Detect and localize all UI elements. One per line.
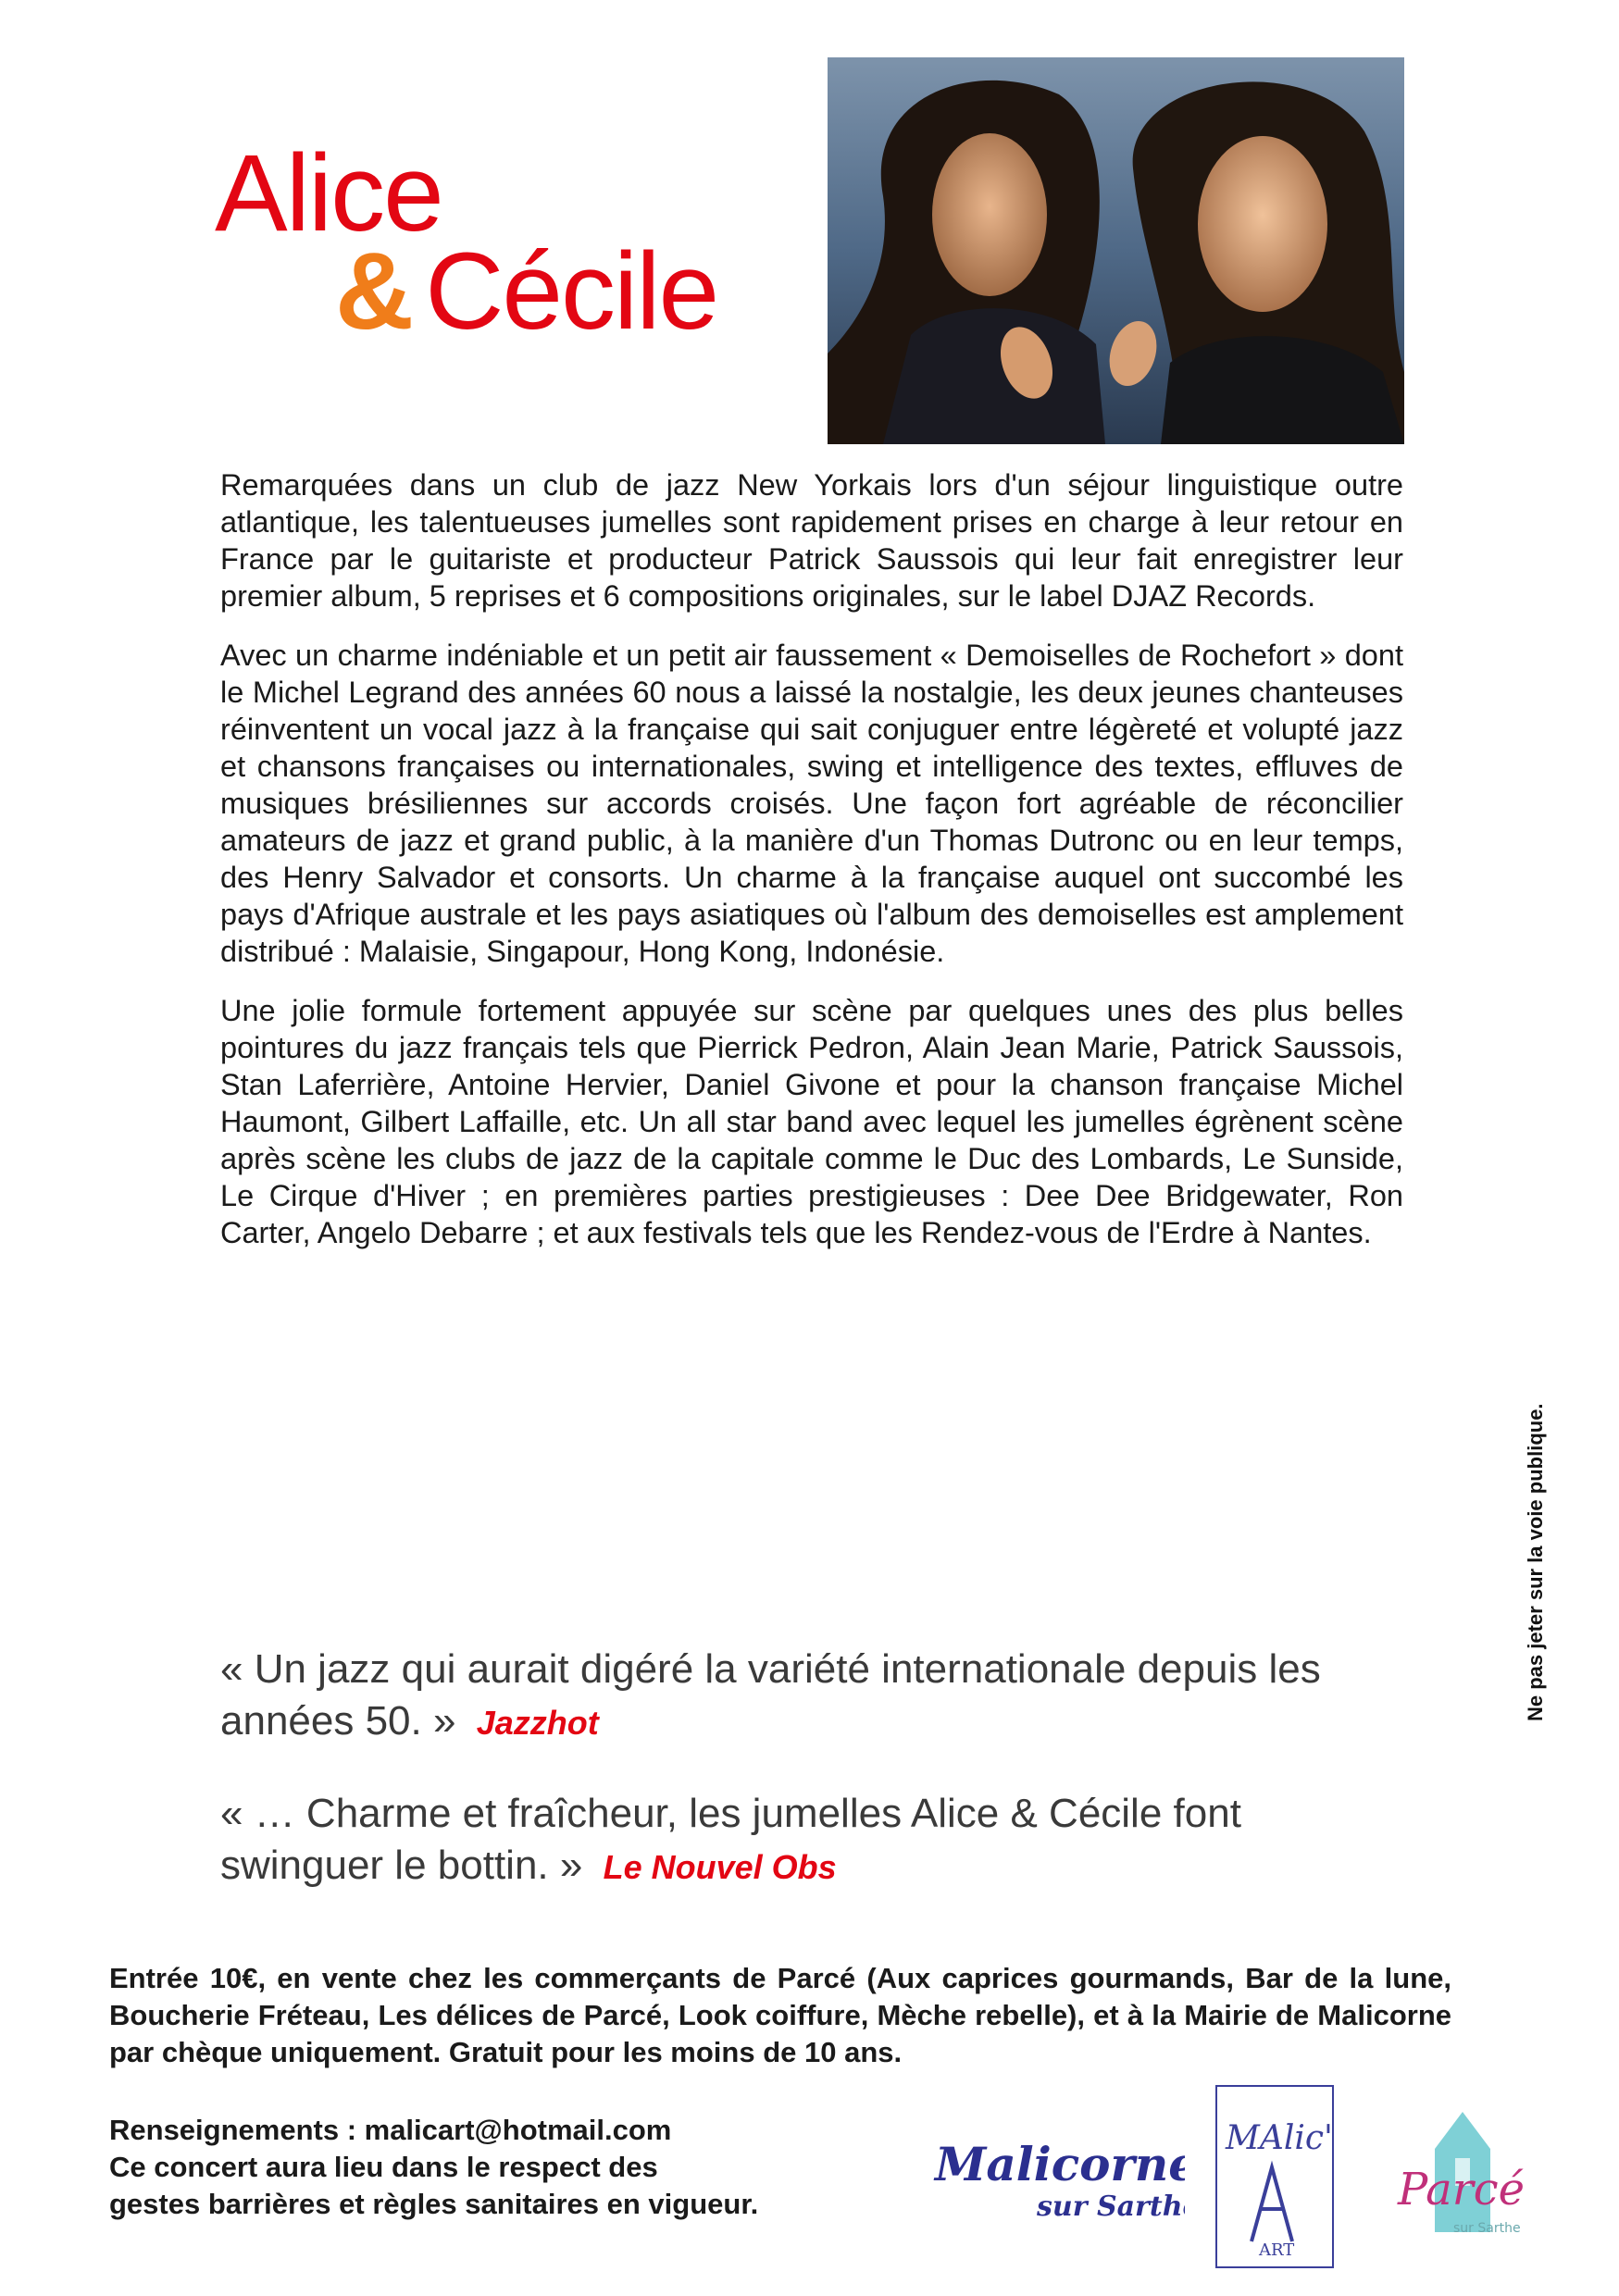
malicorne-logo [926,2116,1185,2227]
contact-info [109,2112,905,2223]
malic-logo-name: MAlic' [1226,2119,1333,2157]
side-note [1514,1333,1551,1721]
title-cecile: Cécile [425,230,718,353]
contact-line-2: Ce concert aura lieu dans le respect des [109,2151,658,2183]
parce-logo-sub: sur Sarthe [1453,2221,1521,2236]
malicorne-logo-name: Malicorne [935,2137,1185,2191]
title-ampersand: & [335,230,413,353]
quote-text: « … Charme et fraîcheur, les jumelles Alice & Cécile font swinguer le bottin. » [220,1791,1241,1888]
quote-text: « Un jazz qui aurait digéré la variété internationale depuis les années 50. » [220,1646,1321,1744]
paragraph-1: Remarquées dans un club de jazz New Yorkais lors d'un séjour linguistique outre atlantique, les talentueuses jumelles sont rapidement prises en charge à leur retour en France par le guitariste et producteur Patrick Saussois qui leur fait enregistrer leur premier album, 5 reprises et 6 compositions originales, sur le label DJAZ Records. [220,468,1403,613]
concert-title [215,132,718,353]
photo-illustration [828,57,1404,444]
malicorne-logo-sub: sur Sarthe [1037,2191,1185,2223]
title-alice: Alice [215,132,442,254]
parce-logo-name: Parcé [1398,2164,1525,2215]
description [220,466,1403,1273]
artists-photo [828,57,1404,444]
paragraph-2: Avec un charme indéniable et un petit air faussement « Demoiselles de Rochefort » dont le Michel Legrand des années 60 nous a laissé la nostalgie, les deux jeunes chanteuses réinventent un vocal jazz à la française qui sait conjuguer entre légèreté et volupté jazz et chansons françaises ou internationales, swing et intelligence des textes, effluves de musiques brésiliennes sur accords croisés. Une façon fort agréable de réconcilier amateurs de jazz et grand public, à la manière d'un Thomas Dutronc ou en leur temps, des Henry Salvador et consorts. Un charme à la française auquel ont succombé les pays d'Afrique australe et les pays asiatiques où l'album des demoiselles est amplement distribué : Malaisie, Singapour, Hong Kong, Indonésie. [220,639,1403,968]
contact-line-3: gestes barrières et règles sanitaires en vigueur. [109,2188,759,2220]
contact-line-1: Renseignements : malicart@hotmail.com [109,2114,672,2146]
ticket-info [109,1960,1451,2071]
malic-art-logo [1214,2084,1335,2269]
press-quote-2 [220,1788,1414,1893]
parce-logo [1389,2093,1537,2251]
side-note-text: Ne pas jeter sur la voie publique. [1524,1403,1547,1721]
paragraph-3: Une jolie formule fortement appuyée sur scène par quelques unes des plus belles pointures du jazz français tels que Pierrick Pedron, Alain Jean Marie, Patrick Saussois, Stan Laferrière, Antoine Hervier, Daniel Givone et pour la chanson française Michel Haumont, Gilbert Laffaille, etc. Un all star band avec lequel les jumelles égrènent scène après scène les clubs de jazz de la capitale comme le Duc des Lombards, Le Sunside, Le Cirque d'Hiver ; en premières parties prestigieuses : Dee Dee Bridgewater, Ron Carter, Angelo Debarre ; et aux festivals tels que les Rendez-vous de l'Erdre à Nantes. [220,994,1403,1249]
quote-source: Le Nouvel Obs [603,1848,837,1886]
ticket-price: Entrée 10€ [109,1962,258,1994]
press-quote-1 [220,1644,1414,1749]
quote-source: Jazzhot [476,1704,599,1742]
malic-logo-sub: ART [1259,2240,1295,2260]
ticket-details: , en vente chez les commerçants de Parcé (Aux caprices gourmands, Bar de la lune, Boucherie Fréteau, Les délices de Parcé, Look coiffure, Mèche rebelle), et à la Mairie de Malicorne par chèque uniquement. Gratuit pour les moins de 10 ans. [109,1962,1451,2068]
